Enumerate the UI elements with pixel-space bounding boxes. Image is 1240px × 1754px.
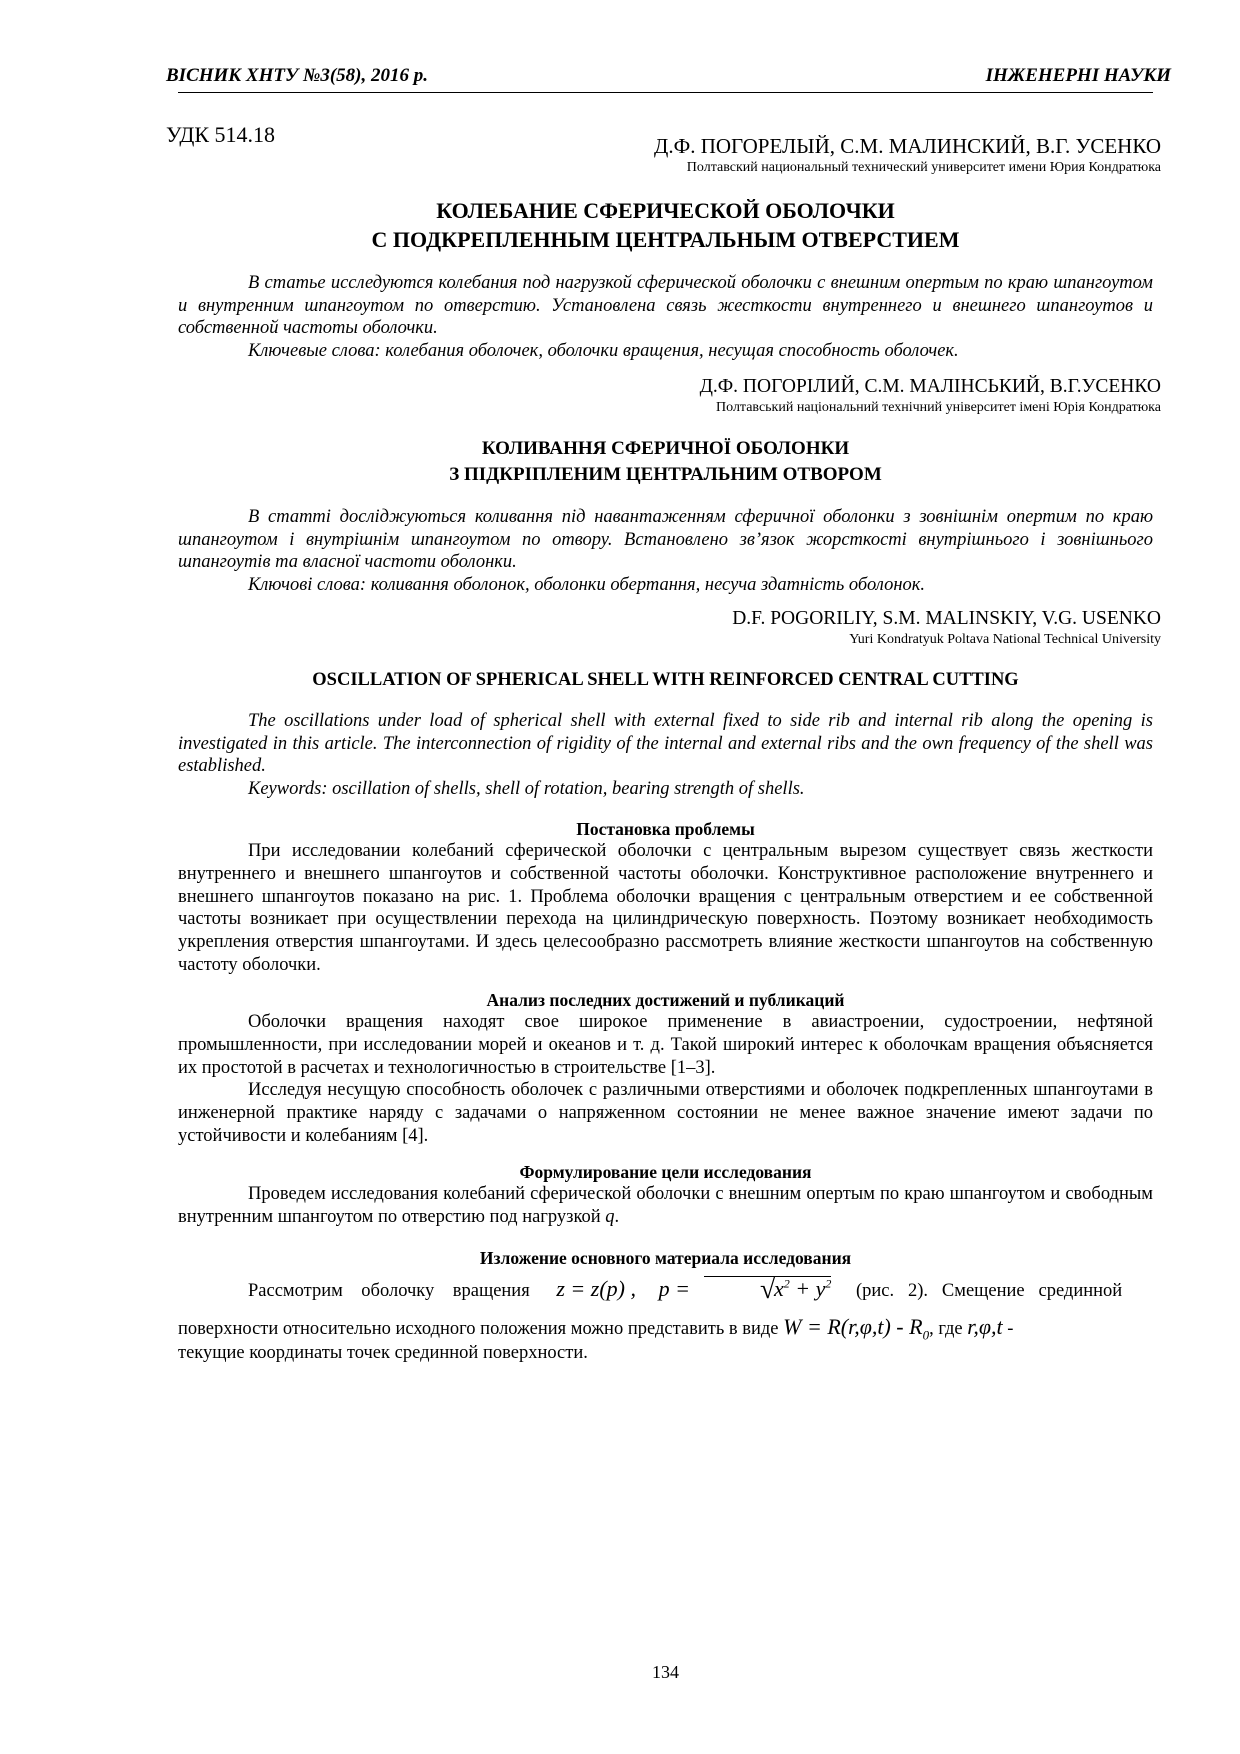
main-line-2-text-b: , где: [929, 1319, 963, 1339]
en-authors: D.F. POGORILIY, S.M. MALINSKIY, V.G. USENKO: [732, 608, 1161, 629]
en-keywords: Keywords: oscillation of shells, shell of rotation, bearing strength of shells.: [248, 778, 805, 799]
en-affiliation: Yuri Kondratyuk Poltava National Technical University: [849, 632, 1161, 647]
ua-title-line1: КОЛИВАННЯ СФЕРИЧНОЇ ОБОЛОНКИ: [481, 438, 850, 459]
journal-title: ВІСНИК ХНТУ №3(58), 2016 р.: [166, 65, 429, 86]
main-line-2: поверхности относительно исходного положения можно представить в виде $W = R(r,\varphi,t) - R_0$, где r,φ,t -: [178, 1314, 1014, 1343]
running-header: [166, 62, 1171, 93]
section-goal-title: Формулирование цели исследования: [519, 1162, 812, 1182]
formula-coords: r,φ,t: [967, 1314, 1003, 1339]
section-goal-body: [178, 1183, 1153, 1229]
section-problem-body: [178, 840, 1153, 977]
goal-variable: q: [605, 1206, 615, 1227]
analysis-paragraph-2: Исследуя несущую способность оболочек с различными отверстиями и оболочек подкрепленных шпангоутами в инженерной практике наряду с задачами о напряженном состоянии не менее важное значение имеют задачи по устойчивости и колебаниям [4].: [178, 1080, 1153, 1146]
main-line-1: [178, 1274, 1153, 1305]
en-abstract-text: The oscillations under load of spherical shell with external fixed to side rib and internal rib along the opening is investigated in this article. The interconnection of rigidity of the internal and external ribs and the own frequency of the shell was established.: [178, 711, 1153, 776]
ua-title: [178, 436, 1153, 488]
section-analysis-title: Анализ последних достижений и публикаций: [486, 990, 845, 1010]
section-label: ІНЖЕНЕРНІ НАУКИ: [985, 65, 1171, 86]
ru-abstract: [178, 272, 1153, 362]
main-line-1-text-a: Рассмотрим оболочку вращения: [248, 1281, 530, 1301]
formula-w: $W = R(r,\varphi,t) - R_0$: [783, 1314, 930, 1343]
ua-abstract: [178, 506, 1153, 596]
en-abstract: [178, 710, 1153, 800]
ua-authors: Д.Ф. ПОГОРІЛИЙ, С.М. МАЛІНСЬКИЙ, В.Г.УСЕНКО: [699, 376, 1161, 397]
ru-affiliation: Полтавский национальный технический университет имени Юрия Кондратюка: [686, 160, 1161, 175]
udk-code: УДК 514.18: [166, 122, 276, 147]
en-title: OSCILLATION OF SPHERICAL SHELL WITH REINFORCED CENTRAL CUTTING: [312, 670, 1019, 690]
sqrt-symbol: √ $x^2 + y^2$: [690, 1276, 831, 1302]
goal-text: Проведем исследования колебаний сферической оболочки с внешним опертым по краю шпангоутом и свободным внутренним шпангоутом по отверстию под нагрузкой: [178, 1184, 1153, 1227]
goal-paragraph: Проведем исследования колебаний сферической оболочки с внешним опертым по краю шпангоутом и свободным внутренним шпангоутом по отверстию под нагрузкой q.: [178, 1184, 1153, 1227]
ru-title: [178, 196, 1153, 254]
formula-z: z = z(p) ,: [556, 1276, 636, 1301]
ru-abstract-text: В статье исследуются колебания под нагрузкой сферической оболочки с внешним опертым по краю шпангоутом и внутренним шпангоутом по отверстию. Установлена связь жесткости внутреннего и внешнего шпангоутов и собственной частоты оболочки.: [178, 273, 1153, 338]
section-problem-title: Постановка проблемы: [576, 819, 755, 839]
page-number: 134: [652, 1662, 679, 1682]
ru-title-line2: С ПОДКРЕПЛЕННЫМ ЦЕНТРАЛЬНЫМ ОТВЕРСТИЕМ: [371, 227, 960, 252]
formula-p: p = √ $x^2 + y^2$: [658, 1274, 832, 1305]
section-main-title: Изложение основного материала исследования: [479, 1248, 852, 1268]
ua-keywords: Ключові слова: коливання оболонок, оболонки обертання, несуча здатність оболонок.: [248, 574, 926, 595]
problem-paragraph: При исследовании колебаний сферической оболочки с центральным вырезом существует связь жесткости внутреннего и внешнего шпангоутов и собственной частоты оболочки. Конструктивное расположение внутреннего и внешнего шпангоутов показано на рис. 1. Проблема оболочки вращения с центральным отверстием и ее собственной частоты возникает при осуществлении перехода на цилиндрическую поверхность. Поэтому возникает необходимость укрепления отверстия шпангоутами. И здесь целесообразно рассмотреть влияние жесткости шпангоутов на собственную частоту оболочки.: [178, 841, 1153, 975]
ua-affiliation: Полтавський національний технічний університет імені Юрія Кондратюка: [716, 400, 1161, 415]
main-line-3: текущие координаты точек срединной поверхности.: [178, 1343, 588, 1363]
ru-keywords: Ключевые слова: колебания оболочек, оболочки вращения, несущая способность оболочек.: [248, 340, 959, 361]
ua-abstract-text: В статті досліджуються коливання під навантаженням сферичної оболонки з зовнішнім опертим по краю шпангоутом і внутрішнім шпангоутом по отвору. Встановлено зв’язок жорсткості внутрішнього і зовнішнього шпангоутів та власної частоти оболонки.: [178, 507, 1153, 572]
ru-authors: Д.Ф. ПОГОРЕЛЫЙ, С.М. МАЛИНСКИЙ, В.Г. УСЕНКО: [654, 134, 1161, 158]
ru-title-line1: КОЛЕБАНИЕ СФЕРИЧЕСКОЙ ОБОЛОЧКИ: [436, 198, 895, 223]
section-analysis-body: [178, 1011, 1153, 1148]
page: [166, 0, 1171, 1754]
ua-title-line2: З ПІДКРІПЛЕНИМ ЦЕНТРАЛЬНИМ ОТВОРОМ: [449, 464, 882, 485]
main-line-2-text-a: поверхности относительно исходного положения можно представить в виде: [178, 1319, 779, 1339]
analysis-paragraph-1: Оболочки вращения находят свое широкое применение в авиастроении, судостроении, нефтяной промышленности, при исследовании морей и океанов и т. д. Такой широкий интерес к оболочкам вращения объясняется их простотой в расчетах и технологичностью в строительстве [1–3].: [178, 1012, 1153, 1078]
main-line-1-text-b: (рис. 2). Смещение срединной: [855, 1281, 1123, 1301]
